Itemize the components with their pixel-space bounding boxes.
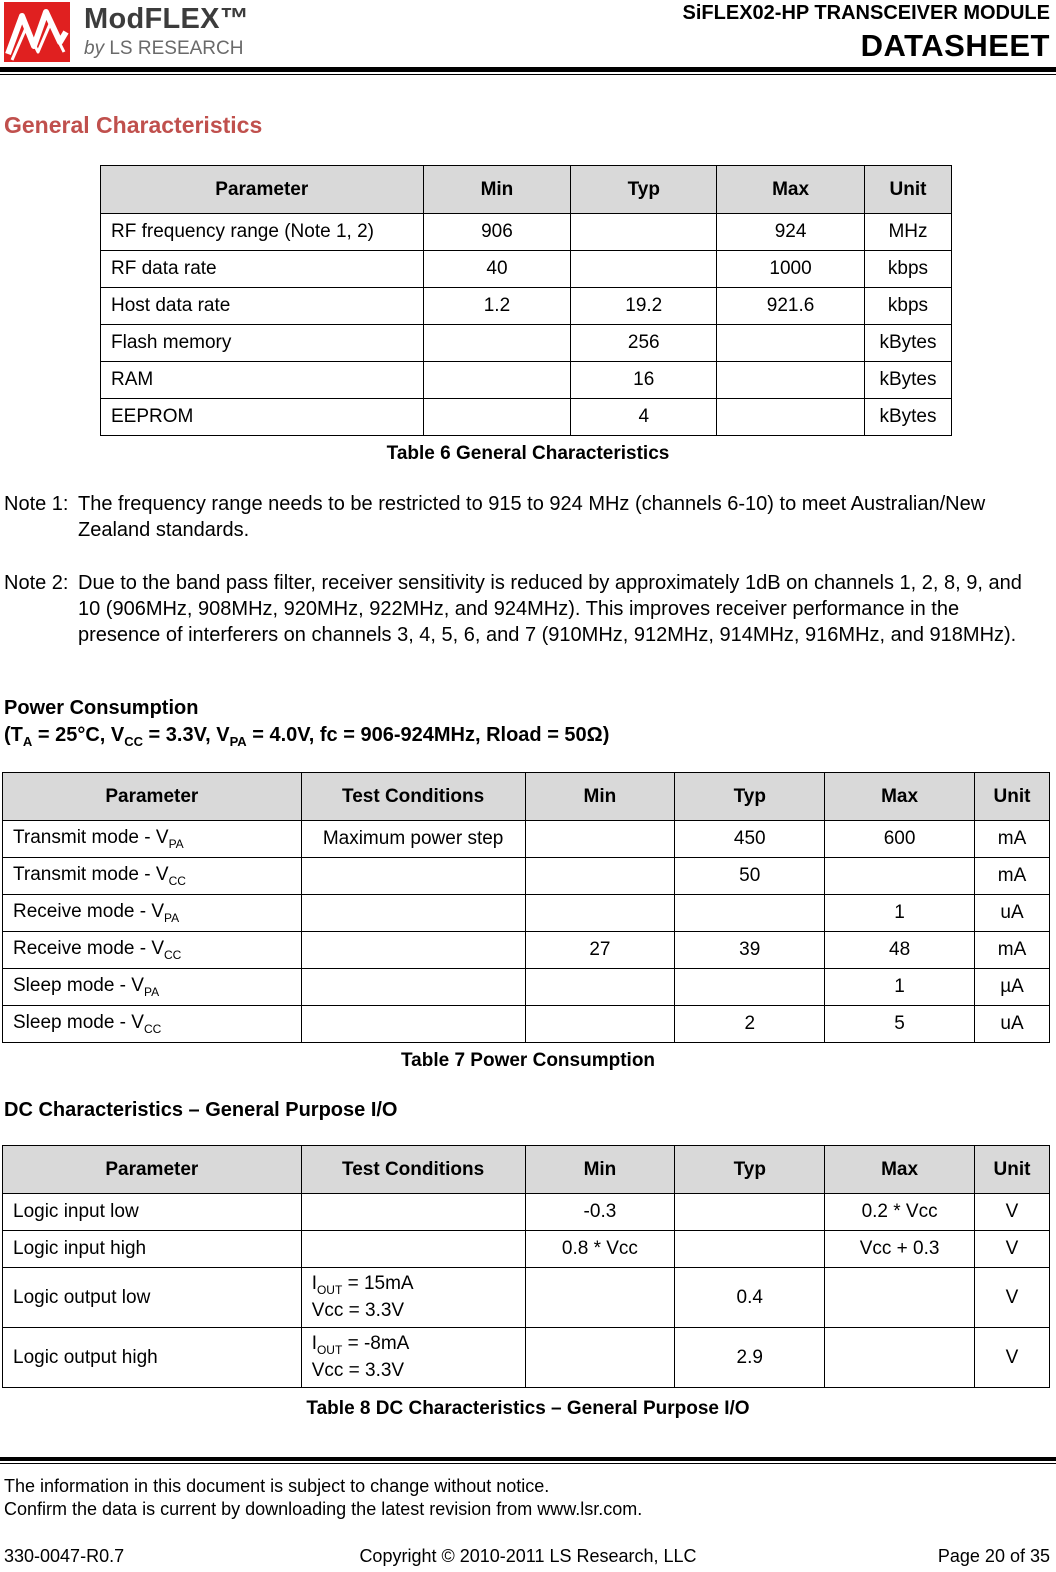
table-cell [675,969,825,1006]
ls-research-logo-icon [4,2,70,62]
table-cell [525,821,675,858]
table-cell: kbps [864,288,951,325]
table-cell [571,214,717,251]
table-cell: 5 [825,1006,975,1043]
header-cell: Parameter [101,166,424,214]
header-cell: Typ [571,166,717,214]
table-cell: kbps [864,251,951,288]
dc-characteristics-table [2,1145,1050,1388]
table-cell [571,251,717,288]
table-cell [525,969,675,1006]
table-header-row [3,773,1050,821]
table-cell: MHz [864,214,951,251]
table-cell [525,895,675,932]
table-cell: Host data rate [101,288,424,325]
table-cell: 450 [675,821,825,858]
header-cell: Max [825,773,975,821]
table-cell [525,1268,675,1328]
table-row [3,969,1050,1006]
table-cell: Logic output high [3,1328,302,1388]
page-header [0,0,1056,76]
table-cell: mA [975,858,1050,895]
footer-copyright: Copyright © 2010-2011 LS Research, LLC [359,1546,697,1566]
header-cell: Max [825,1146,975,1194]
document-title: SiFLEX02-HP TRANSCEIVER MODULE [682,2,1050,24]
table-cell [423,325,571,362]
section-title: General Characteristics [4,112,263,138]
table-cell: 0.2 * Vcc [825,1194,975,1231]
table-cell [525,1006,675,1043]
table-cell [301,858,525,895]
table-row [3,821,1050,858]
table-cell: 256 [571,325,717,362]
footer-doc-number: 330-0047-R0.7 [4,1546,125,1566]
table-header-row [101,166,952,214]
table-cell: 1.2 [423,288,571,325]
table-cell: Receive mode - $V_{CC}$ [3,932,302,969]
header-cell: Unit [975,773,1050,821]
table-row [3,1268,1050,1328]
table-header-row [3,1146,1050,1194]
table-cell [717,325,865,362]
table-7-caption: Table 7 Power Consumption [400,1050,656,1071]
table-cell: 16 [571,362,717,399]
table-cell: V [975,1268,1050,1328]
table-cell: Sleep mode - $V_{CC}$ [3,1006,302,1043]
table-cell: Receive mode - $V_{PA}$ [3,895,302,932]
header-cell: Test Conditions [301,1146,525,1194]
table-row [3,1231,1050,1268]
header-cell: Parameter [3,1146,302,1194]
table-cell: 600 [825,821,975,858]
table-cell: Transmit mode - $V_{CC}$ [3,858,302,895]
table-row [101,214,952,251]
table-cell: 0.4 [675,1268,825,1328]
table-cell [717,399,865,436]
table-cell: RAM [101,362,424,399]
header-rule-thin [0,74,1056,75]
table-cell: 48 [825,932,975,969]
note-label: Note 1: [4,493,69,515]
table-cell: $I_{OUT} = -8mA$ Vcc = 3.3V [301,1328,525,1388]
table-cell: 906 [423,214,571,251]
header-cell: Min [423,166,571,214]
table-cell: 40 [423,251,571,288]
table-row [101,362,952,399]
table-8-caption: Table 8 DC Characteristics – General Purpose I/O [306,1398,750,1419]
table-row [3,1194,1050,1231]
table-cell: RF frequency range (Note 1, 2) [101,214,424,251]
table-cell: V [975,1328,1050,1388]
table-cell [717,362,865,399]
table-cell [301,969,525,1006]
table-cell [825,1328,975,1388]
table-cell [675,895,825,932]
logo-subtitle [84,38,243,60]
table-cell [675,1194,825,1231]
table-cell: 2 [675,1006,825,1043]
table-cell: -0.3 [525,1194,675,1231]
table-row [101,325,952,362]
table-cell [825,858,975,895]
table-cell: 921.6 [717,288,865,325]
table-row [101,288,952,325]
table-cell: kBytes [864,362,951,399]
table-cell: Logic input low [3,1194,302,1231]
power-consumption-table [2,772,1050,1043]
table-row [3,932,1050,969]
table-cell: µA [975,969,1050,1006]
footer-confirm: Confirm the data is current by downloading the latest revision from www.lsr.com. [4,1499,643,1519]
table-6-caption: Table 6 General Characteristics [386,443,670,464]
table-cell: mA [975,821,1050,858]
table-cell: Flash memory [101,325,424,362]
logo-company: LS RESEARCH [109,38,244,59]
table-cell: EEPROM [101,399,424,436]
table-cell: 924 [717,214,865,251]
document-type: DATASHEET [860,28,1050,63]
header-cell: Test Conditions [301,773,525,821]
table-cell: 4 [571,399,717,436]
note-label: Note 2: [4,572,69,594]
logo-brand-text: ModFLEX™ [84,3,250,35]
table-row [101,251,952,288]
table-cell [301,1194,525,1231]
table-cell: 1000 [717,251,865,288]
table-row [3,895,1050,932]
table-cell [825,1268,975,1328]
table-cell: 1 [825,895,975,932]
table-cell: 1 [825,969,975,1006]
table-cell [525,1328,675,1388]
footer-notice: The information in this document is subject to change without notice. [4,1476,550,1496]
table-cell [301,895,525,932]
table-cell [423,399,571,436]
table-cell: 50 [675,858,825,895]
general-characteristics-table [100,165,952,436]
table-row [101,399,952,436]
table-cell: 39 [675,932,825,969]
header-cell: Unit [975,1146,1050,1194]
table-cell: 19.2 [571,288,717,325]
table-cell: kBytes [864,325,951,362]
table-cell: Logic input high [3,1231,302,1268]
header-cell: Min [525,773,675,821]
table-cell [301,1006,525,1043]
table-cell: Logic output low [3,1268,302,1328]
table-cell [301,1231,525,1268]
table-cell: Maximum power step [301,821,525,858]
table-cell [301,932,525,969]
table-cell: $I_{OUT} = 15mA$ Vcc = 3.3V [301,1268,525,1328]
modflex-logo [4,2,304,64]
logo-by: by [84,38,105,59]
table-cell: Vcc + 0.3 [825,1231,975,1268]
table-cell: 2.9 [675,1328,825,1388]
table-cell: kBytes [864,399,951,436]
table-cell: 0.8 * Vcc [525,1231,675,1268]
note-2 [4,570,1044,648]
note-1 [4,491,1044,543]
table-cell: RF data rate [101,251,424,288]
table-cell: Sleep mode - $V_{PA}$ [3,969,302,1006]
footer-rule [0,1457,1056,1461]
table-cell [423,362,571,399]
table-cell: Transmit mode - $V_{PA}$ [3,821,302,858]
header-cell: Typ [675,1146,825,1194]
header-cell: Min [525,1146,675,1194]
table-cell: uA [975,1006,1050,1043]
power-consumption-heading [4,695,609,755]
header-cell: Max [717,166,865,214]
table-row [3,1328,1050,1388]
table-cell [675,1231,825,1268]
table-cell: V [975,1231,1050,1268]
power-title: Power Consumption [4,697,199,719]
table-row [3,1006,1050,1043]
dc-characteristics-heading: DC Characteristics – General Purpose I/O [4,1099,398,1121]
table-cell [525,858,675,895]
table-row [3,858,1050,895]
header-cell: Unit [864,166,951,214]
header-cell: Typ [675,773,825,821]
table-cell: V [975,1194,1050,1231]
note-text: Due to the band pass filter, receiver sensitivity is reduced by approximately 1dB on channels 1, 2, 8, 9, and 10 (906MHz, 908MHz, 920MHz, 922MHz, and 924MHz). This improves receiver performance in the presence of interferers on channels 3, 4, 5, 6, and 7 (910MHz, 912MHz, 914MHz, 916MHz, and 918MHz). [78,572,1022,646]
table-cell: mA [975,932,1050,969]
header-cell: Parameter [3,773,302,821]
footer-rule-thin [0,1463,1056,1464]
note-text: The frequency range needs to be restricted to 915 to 924 MHz (channels 6-10) to meet Australian/New Zealand standards. [78,493,986,541]
table-cell: uA [975,895,1050,932]
footer-page-number: Page 20 of 35 [937,1546,1050,1566]
power-conditions: ($T_A = 25^\circ C$, $V_{CC} = 3.3V$, $V_{PA} = 4.0V$, fc = 906-924MHz, Rload = 50Ω) [4,724,610,749]
table-cell: 27 [525,932,675,969]
header-rule [0,67,1056,72]
